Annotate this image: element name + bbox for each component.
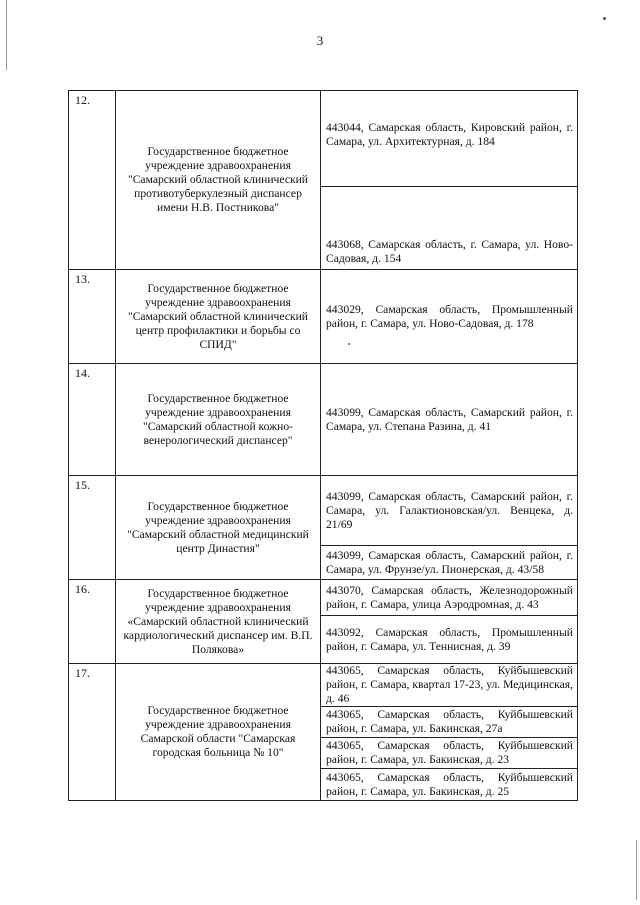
address-cell: 443099, Самарская область, Самарский район, г. Самара, ул. Степана Разина, д. 41 (321, 364, 578, 476)
page-number: 3 (316, 33, 324, 48)
address-cell: 443065, Самарская область, Куйбышевский район, г. Самара, ул. Бакинская, д. 25 (321, 769, 578, 801)
institution-name-text: Государственное бюджетное учреждение здравоохранения "Самарский областной кожно-венерологический диспансер" (143, 391, 293, 447)
row-number: 17. (69, 664, 116, 801)
institution-name (116, 476, 321, 580)
row-number: 13. (69, 270, 116, 364)
scan-edge-line (6, 0, 7, 70)
scan-speck (348, 343, 350, 345)
table-row (69, 476, 578, 546)
address-cell: 443065, Самарская область, Куйбышевский район, г. Самара, ул. Бакинская, 27а (321, 707, 578, 738)
table-row (69, 270, 578, 364)
institution-name-text: Государственное бюджетное учреждение здравоохранения «Самарский областной клинический кардиологический диспансер им. В.П. Полякова» (123, 586, 313, 656)
row-number: 15. (69, 476, 116, 580)
institution-name (116, 580, 321, 664)
address-cell: 443065, Самарская область, Куйбышевский район, г. Самара, ул. Бакинская, д. 23 (321, 738, 578, 769)
institution-name-text: Государственное бюджетное учреждение здравоохранения Самарской области "Самарская городская больница № 10" (140, 704, 296, 759)
scan-speck (603, 17, 606, 20)
table-row (69, 664, 578, 707)
institution-name (116, 91, 321, 270)
address-cell: 443044, Самарская область, Кировский район, г. Самара, ул. Архитектурная, д. 184 (321, 91, 578, 187)
address-cell: 443099, Самарская область, Самарский район, г. Самара, ул. Галактионовская/ул. Венцека, д. 21/69 (321, 476, 578, 546)
institution-name (116, 664, 321, 801)
table-row (69, 364, 578, 476)
institution-name (116, 270, 321, 364)
row-number: 12. (69, 91, 116, 270)
table-row (69, 91, 578, 187)
table-row (69, 580, 578, 616)
institution-name-text: Государственное бюджетное учреждение здравоохранения "Самарский областной клинический центр профилактики и борьбы со СПИД" (127, 281, 309, 351)
institution-name-text: Государственное бюджетное учреждение здравоохранения "Самарский областной клинический противотуберкулезный диспансер имени Н.В. Постникова" (127, 145, 309, 214)
address-cell: 443092, Самарская область, Промышленный район, г. Самара, ул. Теннисная, д. 39 (321, 616, 578, 664)
address-cell: 443029, Самарская область, Промышленный район, г. Самара, ул. Ново-Садовая, д. 178 (321, 270, 578, 364)
address-cell: 443065, Самарская область, Куйбышевский район, г. Самара, квартал 17-23, ул. Медицинская, д. 46 (321, 664, 578, 707)
address-cell: 443068, Самарская область, г. Самара, ул. Ново-Садовая, д. 154 (321, 187, 578, 270)
institution-name-text: Государственное бюджетное учреждение здравоохранения "Самарский областной медицинский центр Династия" (127, 499, 309, 555)
institutions-table (68, 90, 578, 801)
row-number: 16. (69, 580, 116, 664)
address-cell: 443099, Самарская область, Самарский район, г. Самара, ул. Фрунзе/ул. Пионерская, д. 43/58 (321, 546, 578, 580)
address-cell: 443070, Самарская область, Железнодорожный район, г. Самара, улица Аэродромная, д. 43 (321, 580, 578, 616)
row-number: 14. (69, 364, 116, 476)
scan-edge-line (636, 840, 637, 900)
institution-name (116, 364, 321, 476)
